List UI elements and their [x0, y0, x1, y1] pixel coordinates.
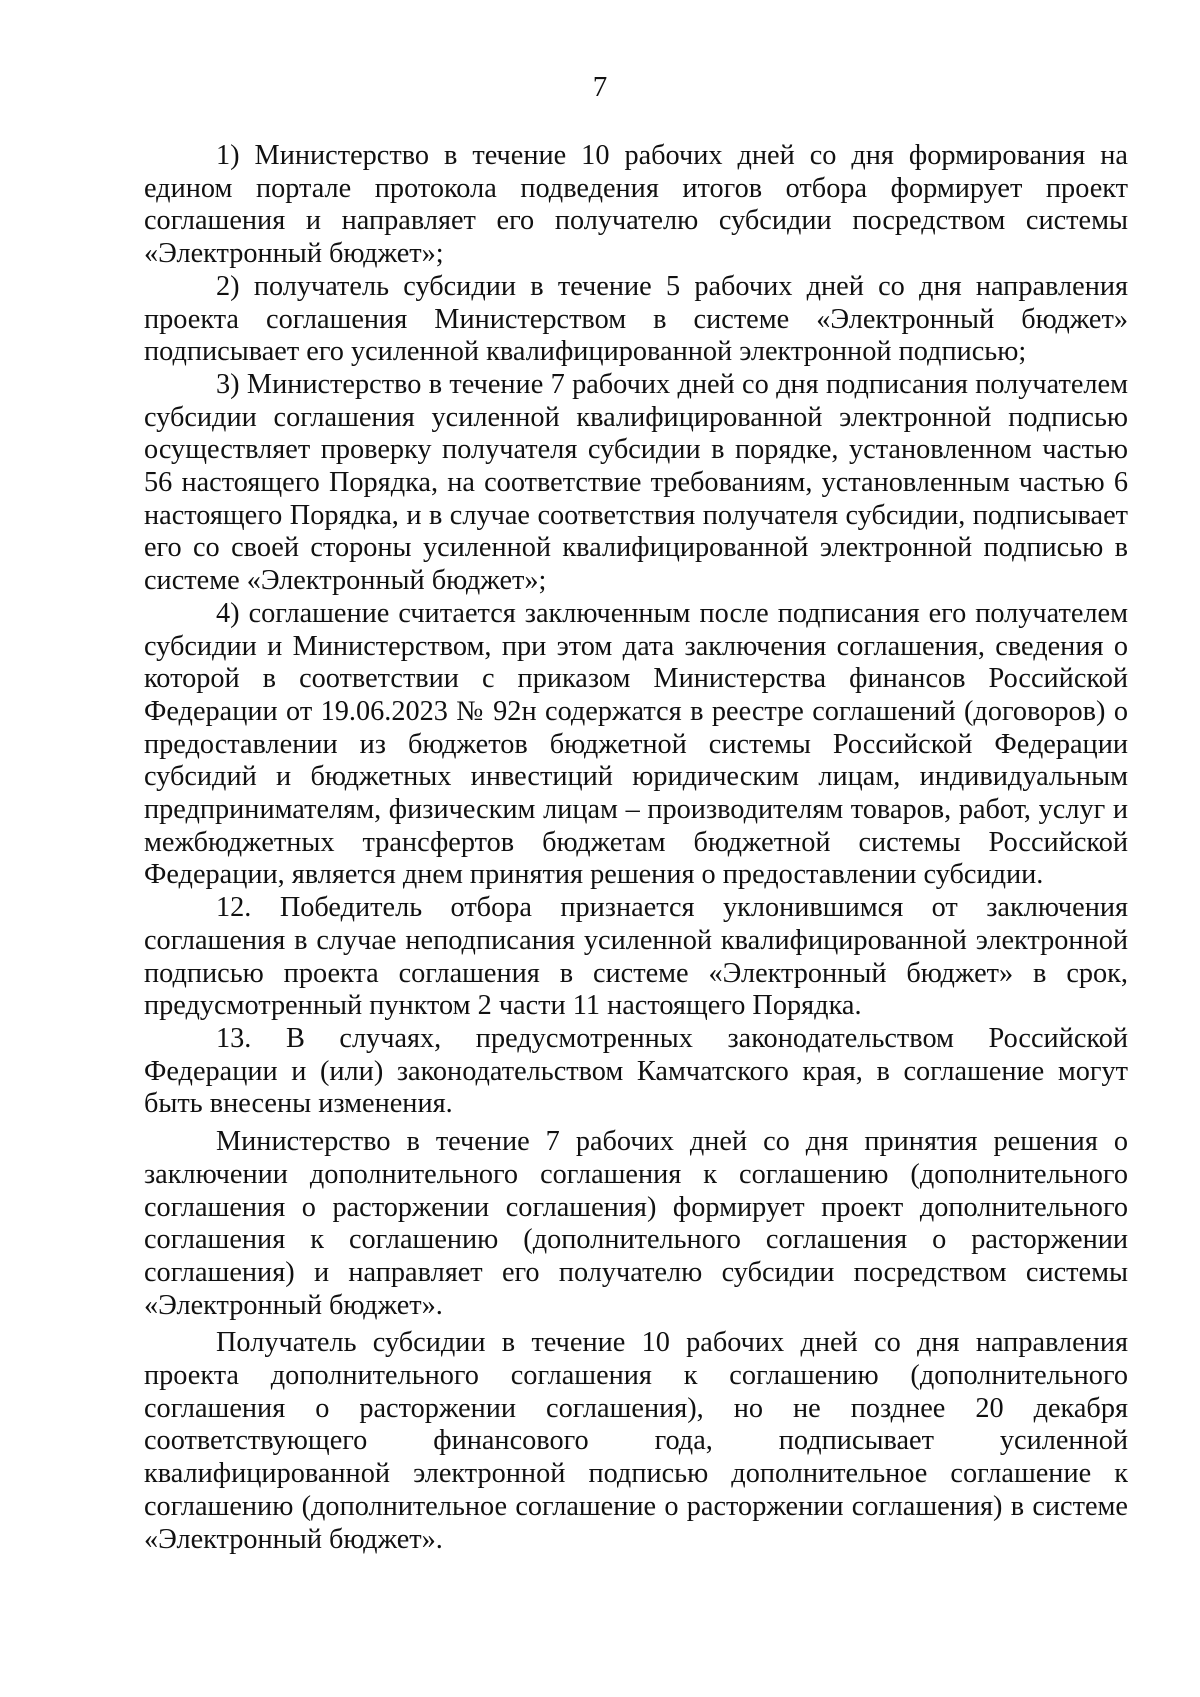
paragraph-point-13: 13. В случаях, предусмотренных законодательством Российской Федерации и (или) законодательством Камчатского края, в соглашение могут быть внесены изменения. [144, 1022, 1128, 1120]
paragraph-ministry-additional-agreement: Министерство в течение 7 рабочих дней со дня принятия решения о заключении дополнительного соглашения к соглашению (дополнительного соглашения о расторжении соглашения) формирует проект дополнительного соглашения к соглашению (дополнительного соглашения о расторжении соглашения) и направляет его получателю субсидии посредством системы «Электронный бюджет». [144, 1126, 1128, 1321]
paragraph-item-1: 1) Министерство в течение 10 рабочих дней со дня формирования на едином портале протокола подведения итогов отбора формирует проект соглашения и направляет его получателю субсидии посредством системы «Электронный бюджет»; [144, 140, 1128, 270]
paragraph-recipient-signing: Получатель субсидии в течение 10 рабочих дней со дня направления проекта дополнительного соглашения к соглашению (дополнительного соглашения о расторжении соглашения), но не позднее 20 декабря соответствующего финансового года, подписывает усиленной квалифицированной электронной подписью дополнительное соглашение к соглашению (дополнительное соглашение о расторжении соглашения) в системе «Электронный бюджет». [144, 1327, 1128, 1555]
paragraph-item-2: 2) получатель субсидии в течение 5 рабочих дней со дня направления проекта соглашения Министерством в системе «Электронный бюджет» подписывает его усиленной квалифицированной электронной подписью; [144, 270, 1128, 368]
page-number: 7 [592, 71, 608, 103]
paragraph-item-3: 3) Министерство в течение 7 рабочих дней со дня подписания получателем субсидии соглашения усиленной квалифицированной электронной подписью осуществляет проверку получателя субсидии в порядке, установленном частью 56 настоящего Порядка, на соответствие требованиям, установленным частью 6 настоящего Порядка, и в случае соответствия получателя субсидии, подписывает его со своей стороны усиленной квалифицированной электронной подписью в системе «Электронный бюджет»; [144, 368, 1128, 597]
paragraph-point-12: 12. Победитель отбора признается уклонившимся от заключения соглашения в случае неподписания усиленной квалифицированной электронной подписью проекта соглашения в системе «Электронный бюджет» в срок, предусмотренный пунктом 2 части 11 настоящего Порядка. [144, 892, 1128, 1022]
paragraph-item-4: 4) соглашение считается заключенным после подписания его получателем субсидии и Министерством, при этом дата заключения соглашения, сведения о которой в соответствии с приказом Министерства финансов Российской Федерации от 19.06.2023 № 92н содержатся в реестре соглашений (договоров) о предоставлении из бюджетов бюджетной системы Российской Федерации субсидий и бюджетных инвестиций юридическим лицам, индивидуальным предпринимателям, физическим лицам – производителям товаров, работ, услуг и межбюджетных трансфертов бюджетам бюджетной системы Российской Федерации, является днем принятия решения о предоставлении субсидии. [144, 597, 1128, 891]
document-body [144, 140, 1128, 1556]
